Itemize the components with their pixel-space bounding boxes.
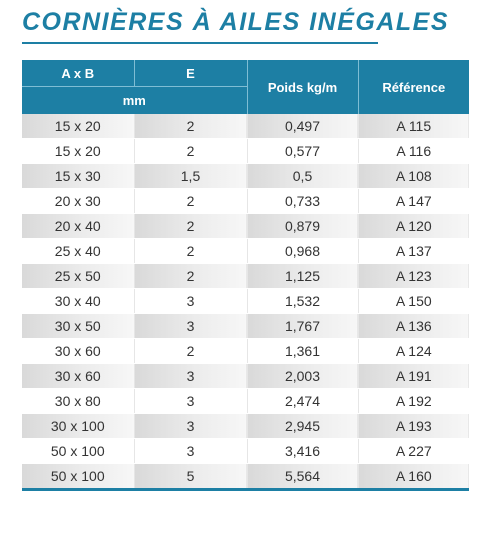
cell-reference: A 108 <box>358 164 469 189</box>
cell-poids: 5,564 <box>247 464 358 490</box>
table-row <box>22 339 469 364</box>
cell-poids: 2,003 <box>247 364 358 389</box>
header-e: E <box>134 60 247 87</box>
cell-e: 2 <box>134 114 247 139</box>
table-row <box>22 464 469 490</box>
cell-reference: A 136 <box>358 314 469 339</box>
cell-axb: 25 x 40 <box>22 239 134 264</box>
cell-e: 3 <box>134 364 247 389</box>
cell-reference: A 193 <box>358 414 469 439</box>
cell-axb: 15 x 20 <box>22 139 134 164</box>
table-header <box>22 60 469 114</box>
cell-axb: 30 x 60 <box>22 339 134 364</box>
cell-reference: A 124 <box>358 339 469 364</box>
cell-e: 2 <box>134 339 247 364</box>
cell-poids: 1,125 <box>247 264 358 289</box>
cell-poids: 0,5 <box>247 164 358 189</box>
cell-axb: 30 x 50 <box>22 314 134 339</box>
cell-axb: 50 x 100 <box>22 439 134 464</box>
cell-reference: A 191 <box>358 364 469 389</box>
table-row <box>22 139 469 164</box>
cell-reference: A 227 <box>358 439 469 464</box>
cell-reference: A 123 <box>358 264 469 289</box>
cell-axb: 20 x 30 <box>22 189 134 214</box>
table-row <box>22 189 469 214</box>
cell-reference: A 116 <box>358 139 469 164</box>
cell-e: 2 <box>134 239 247 264</box>
cell-e: 1,5 <box>134 164 247 189</box>
page-title: CORNIÈRES À AILES INÉGALES <box>22 8 450 36</box>
table-row <box>22 414 469 439</box>
table-row <box>22 314 469 339</box>
cell-reference: A 120 <box>358 214 469 239</box>
cell-poids: 0,497 <box>247 114 358 139</box>
header-reference: Référence <box>358 60 469 114</box>
table-body <box>22 114 469 490</box>
table-row <box>22 239 469 264</box>
cell-poids: 1,767 <box>247 314 358 339</box>
cell-reference: A 160 <box>358 464 469 490</box>
title-underline <box>22 42 378 44</box>
cell-reference: A 115 <box>358 114 469 139</box>
cell-axb: 30 x 60 <box>22 364 134 389</box>
cell-e: 3 <box>134 439 247 464</box>
cell-e: 2 <box>134 139 247 164</box>
cell-axb: 15 x 20 <box>22 114 134 139</box>
cell-axb: 15 x 30 <box>22 164 134 189</box>
angle-spec-table <box>22 60 469 491</box>
table-row <box>22 264 469 289</box>
table-row <box>22 289 469 314</box>
table-row <box>22 439 469 464</box>
cell-reference: A 147 <box>358 189 469 214</box>
cell-poids: 0,733 <box>247 189 358 214</box>
cell-poids: 0,577 <box>247 139 358 164</box>
cell-poids: 2,945 <box>247 414 358 439</box>
cell-poids: 0,879 <box>247 214 358 239</box>
header-poids: Poids kg/m <box>247 60 358 114</box>
cell-axb: 30 x 100 <box>22 414 134 439</box>
table-row <box>22 214 469 239</box>
cell-reference: A 192 <box>358 389 469 414</box>
table-row <box>22 364 469 389</box>
cell-e: 2 <box>134 264 247 289</box>
header-axb: A x B <box>22 60 134 87</box>
cell-axb: 20 x 40 <box>22 214 134 239</box>
cell-poids: 1,532 <box>247 289 358 314</box>
cell-axb: 30 x 80 <box>22 389 134 414</box>
cell-poids: 2,474 <box>247 389 358 414</box>
table-row <box>22 389 469 414</box>
cell-e: 2 <box>134 189 247 214</box>
header-unit: mm <box>22 87 247 115</box>
cell-axb: 30 x 40 <box>22 289 134 314</box>
cell-axb: 50 x 100 <box>22 464 134 490</box>
cell-reference: A 150 <box>358 289 469 314</box>
cell-reference: A 137 <box>358 239 469 264</box>
cell-poids: 0,968 <box>247 239 358 264</box>
cell-poids: 1,361 <box>247 339 358 364</box>
table-row <box>22 114 469 139</box>
cell-e: 3 <box>134 389 247 414</box>
cell-e: 5 <box>134 464 247 490</box>
cell-e: 3 <box>134 414 247 439</box>
table-row <box>22 164 469 189</box>
cell-poids: 3,416 <box>247 439 358 464</box>
cell-e: 3 <box>134 289 247 314</box>
cell-e: 2 <box>134 214 247 239</box>
cell-axb: 25 x 50 <box>22 264 134 289</box>
cell-e: 3 <box>134 314 247 339</box>
